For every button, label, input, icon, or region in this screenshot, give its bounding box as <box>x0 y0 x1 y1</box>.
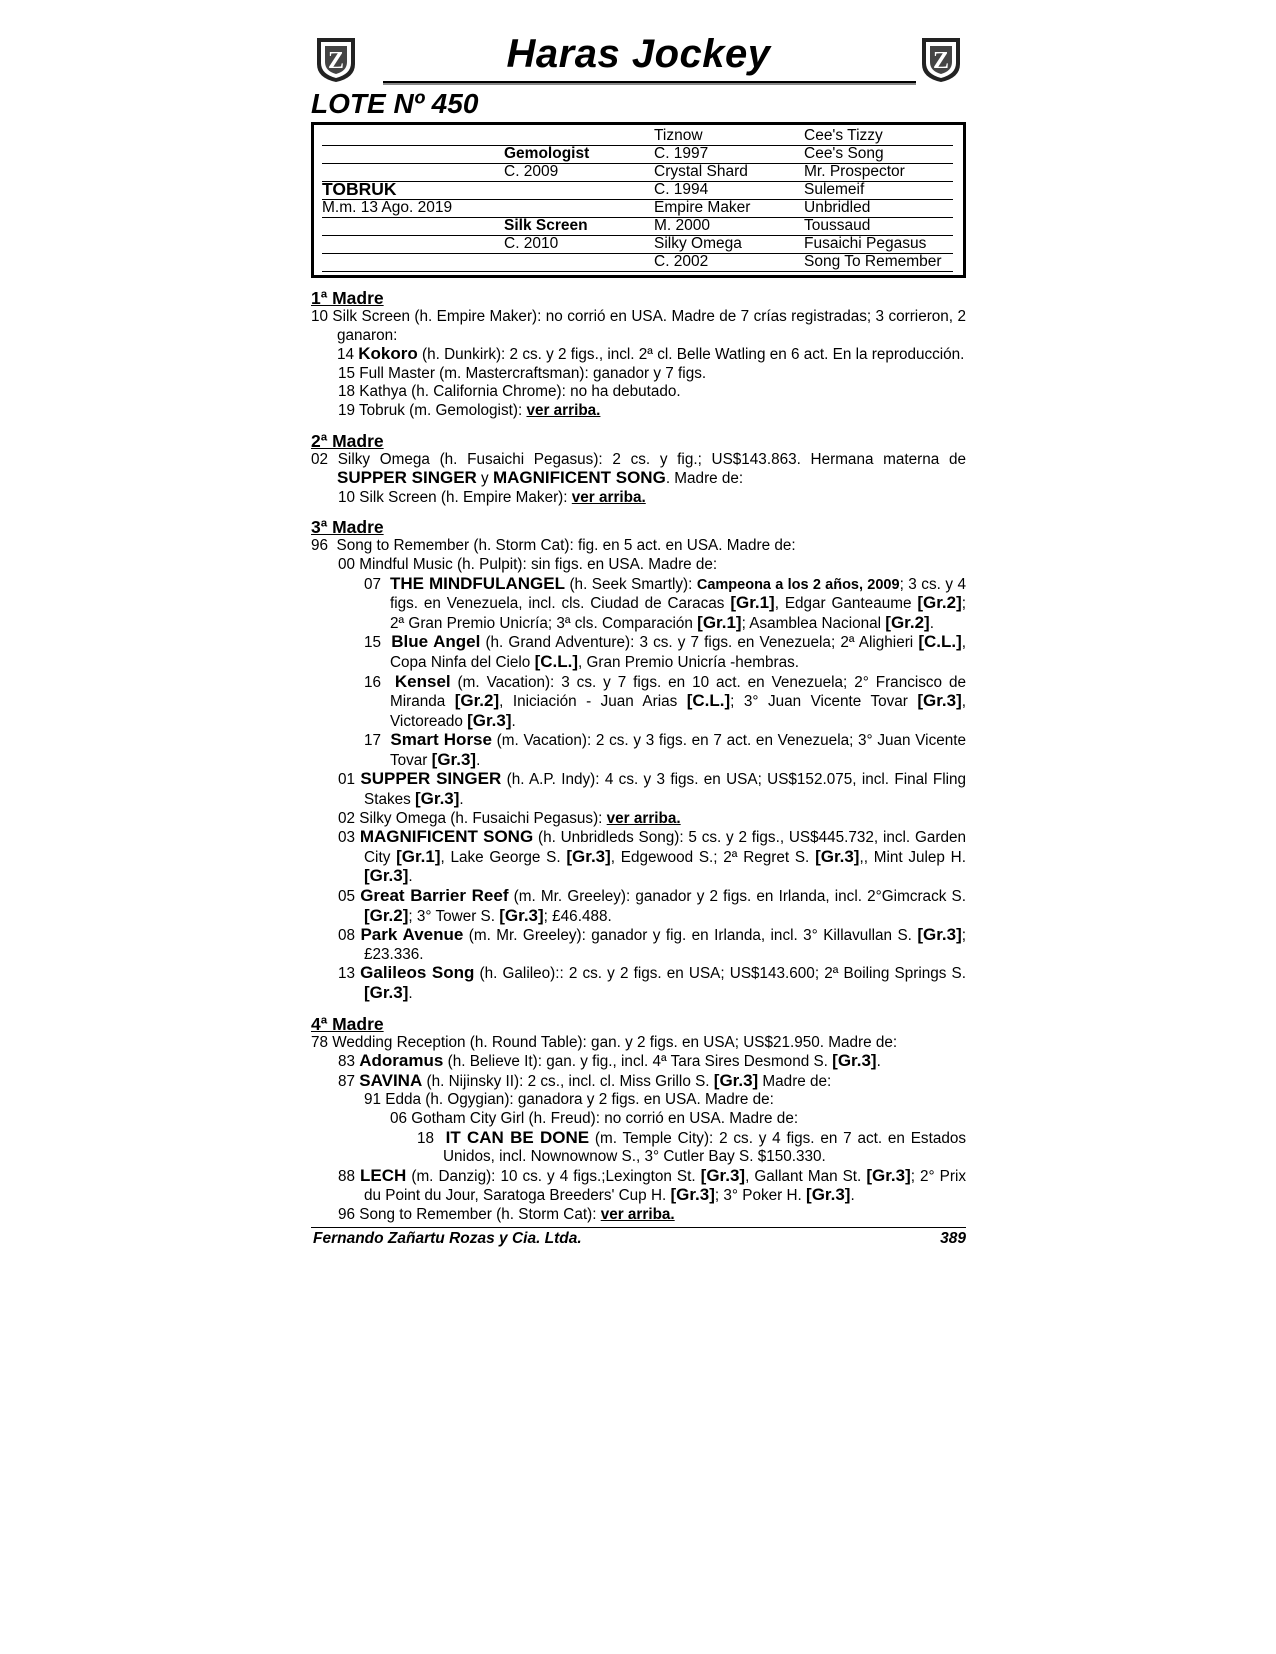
pedigree-cell: Cee's Song <box>804 145 884 162</box>
pedigree-cell: Toussaud <box>804 217 871 234</box>
produce-entry: 01 SUPPER SINGER (h. A.P. Indy): 4 cs. y 3 figs. en USA; US$152.075, incl. Final Fling Stakes [Gr.3]. <box>338 769 967 809</box>
pedigree-cell: Tiznow <box>654 127 703 144</box>
produce-entry: 17 Smart Horse (m. Vacation): 2 cs. y 3 figs. en 7 act. en Venezuela; 3° Juan Vicente Tovar [Gr.3]. <box>364 730 966 769</box>
produce-entry: 88 LECH (m. Danzig): 10 cs. y 4 figs.;Lexington St. [Gr.3], Gallant Man St. [Gr.3]; 2° Prix du Point du Jour, Saratoga Breeders' Cup H. [Gr.3]; 3° Poker H. [Gr.3]. <box>338 1165 967 1205</box>
section-heading-2: 2ª Madre <box>311 430 384 451</box>
ver-arriba-link: ver arriba. <box>526 401 601 419</box>
dam-entry: 78 Wedding Reception (h. Round Table): gan. y 2 figs. en USA; US$21.950. Madre de: <box>311 1033 898 1051</box>
pedigree-cell: Crystal Shard <box>654 163 748 180</box>
pedigree-cell: Sulemeif <box>804 181 865 198</box>
pedigree-cell: C. 2010 <box>504 235 559 252</box>
produce-entry: 08 Park Avenue (m. Mr. Greeley): ganador y fig. en Irlanda, incl. 3° Killavullan S. [Gr.3]; £23.336. <box>338 925 967 963</box>
page-footer <box>311 1227 966 1250</box>
produce-entry: 18 IT CAN BE DONE (m. Temple City): 2 cs. y 4 figs. en 7 act. en Estados Unidos, incl. Nownownow S., 3° Cutler Bay S. $150.330. <box>417 1127 966 1166</box>
pedigree-row <box>322 217 953 236</box>
pedigree-row <box>322 181 953 200</box>
pedigree-cell: Silky Omega <box>654 235 742 252</box>
produce-entry: 91 Edda (h. Ogygian): ganadora y 2 figs. en USA. Madre de: <box>364 1091 774 1109</box>
produce-entry: 18 Kathya (h. California Chrome): no ha debutado. <box>338 383 681 401</box>
footer-company: Fernando Zañartu Rozas y Cia. Ltda. <box>313 1229 582 1247</box>
pedigree-row <box>322 253 953 272</box>
pedigree-cell: Empire Maker <box>654 199 751 216</box>
lot-number: LOTE Nº 450 <box>311 88 479 119</box>
section-heading-1: 1ª Madre <box>311 288 384 308</box>
produce-entry: 96 Song to Remember (h. Storm Cat): ver arriba. <box>338 1205 675 1223</box>
produce-entry: 16 Kensel (m. Vacation): 3 cs. y 7 figs. en 10 act. en Venezuela; 2° Francisco de Miranda [Gr.2], Iniciación - Juan Arias [C.L.]; 3° Juan Vicente Tovar [Gr.3], Victoreado [Gr.3]. <box>364 671 967 730</box>
produce-entry: 10 Silk Screen (h. Empire Maker): ver arriba. <box>338 488 646 506</box>
pedigree-cell: M.m. 13 Ago. 2019 <box>322 199 453 216</box>
ver-arriba-link: ver arriba. <box>571 488 646 506</box>
haras-logo-icon <box>918 34 964 84</box>
produce-entry: 00 Mindful Music (h. Pulpit): sin figs. en USA. Madre de: <box>338 555 718 573</box>
page-number: 389 <box>940 1229 966 1247</box>
produce-entry: 15 Blue Angel (h. Grand Adventure): 3 cs. y 7 figs. en Venezuela; 2ª Alighieri [C.L.], Copa Ninfa del Cielo [C.L.], Gran Premio Unicría -hembras. <box>364 632 967 671</box>
dam-entry: 02 Silky Omega (h. Fusaichi Pegasus): 2 cs. y fig.; US$143.863. Hermana materna de SUPPER SINGER y MAGNIFICENT SONG. Madre de: <box>311 450 966 488</box>
produce-entry: 05 Great Barrier Reef (m. Mr. Greeley): ganador y 2 figs. en Irlanda, incl. 2°Gimcrack S. [Gr.2]; 3° Tower S. [Gr.3]; £46.488. <box>338 886 966 925</box>
section-heading-3: 3ª Madre <box>311 517 384 538</box>
pedigree-cell: M. 2000 <box>654 217 711 234</box>
pedigree-cell: Cee's Tizzy <box>804 127 883 144</box>
page-header <box>311 28 966 86</box>
pedigree-table <box>311 122 966 278</box>
catalog-page <box>311 28 966 1250</box>
pedigree-cell: C. 1994 <box>654 181 709 198</box>
pedigree-cell: Mr. Prospector <box>804 163 905 180</box>
pedigree-row <box>322 145 953 164</box>
produce-entry: 07 THE MINDFULANGEL (h. Seek Smartly): Campeona a los 2 años, 2009; 3 cs. y 4 figs. en Venezuela, incl. cls. Ciudad de Caracas [Gr.1], Edgar Ganteaume [Gr.2]; 2ª Gran Premio Unicría; 3ª cls. Comparación [Gr.1]; Asamblea Nacional [Gr.2]. <box>364 573 966 632</box>
ver-arriba-link: ver arriba. <box>606 809 681 827</box>
section-heading-4: 4ª Madre <box>311 1013 384 1034</box>
pedigree-cell: TOBRUK <box>322 179 397 199</box>
pedigree-cell: C. 2002 <box>654 253 709 270</box>
produce-entry: 83 Adoramus (h. Believe It): gan. y fig., incl. 4ª Tara Sires Desmond S. [Gr.3]. <box>338 1051 881 1071</box>
produce-entry: 06 Gotham City Girl (h. Freud): no corrió en USA. Madre de: <box>390 1109 799 1127</box>
pedigree-cell: C. 1997 <box>654 145 709 162</box>
pedigree-row <box>322 235 953 254</box>
dam-entry: 96 Song to Remember (h. Storm Cat): fig. en 5 act. en USA. Madre de: <box>311 537 796 555</box>
pedigree-cell: Gemologist <box>504 145 590 162</box>
pedigree-cell: Song To Remember <box>804 253 942 270</box>
svg-text:Z: Z <box>327 48 345 74</box>
pedigree-row <box>322 163 953 182</box>
pedigree-row <box>322 199 953 218</box>
produce-entry: 19 Tobruk (m. Gemologist): ver arriba. <box>338 401 601 419</box>
pedigree-cell: Unbridled <box>804 199 871 216</box>
produce-entry: 02 Silky Omega (h. Fusaichi Pegasus): ver arriba. <box>338 809 681 827</box>
ver-arriba-link: ver arriba. <box>600 1205 675 1223</box>
produce-entry: 87 SAVINA (h. Nijinsky II): 2 cs., incl. cl. Miss Grillo S. [Gr.3] Madre de: <box>338 1070 832 1090</box>
pedigree-cell: C. 2009 <box>504 163 559 180</box>
produce-entry: 15 Full Master (m. Mastercraftsman): ganador y 7 figs. <box>338 364 707 382</box>
pedigree-row <box>322 127 953 146</box>
header-rule <box>383 81 916 83</box>
page-title: Haras Jockey <box>506 32 771 76</box>
produce-entry: 03 MAGNIFICENT SONG (h. Unbridleds Song): 5 cs. y 2 figs., US$445.732, incl. Garden City [Gr.1], Lake George S. [Gr.3], Edgewood S.; 2ª Regret S. [Gr.3],, Mint Julep H. [Gr.3]. <box>338 827 966 886</box>
produce-entry: 13 Galileos Song (h. Galileo):: 2 cs. y 2 figs. en USA; US$143.600; 2ª Boiling Springs S. [Gr.3]. <box>338 963 967 1002</box>
svg-text:Z: Z <box>932 48 950 74</box>
pedigree-cell: Fusaichi Pegasus <box>804 235 927 252</box>
pedigree-cell: Silk Screen <box>504 217 588 234</box>
dam-entry: 10 Silk Screen (h. Empire Maker): no corrió en USA. Madre de 7 crías registradas; 3 corrieron, 2 ganaron: <box>311 308 966 344</box>
produce-entry: 14 Kokoro (h. Dunkirk): 2 cs. y 2 figs., incl. 2ª cl. Belle Watling en 6 act. En la reproducción. <box>337 344 965 364</box>
